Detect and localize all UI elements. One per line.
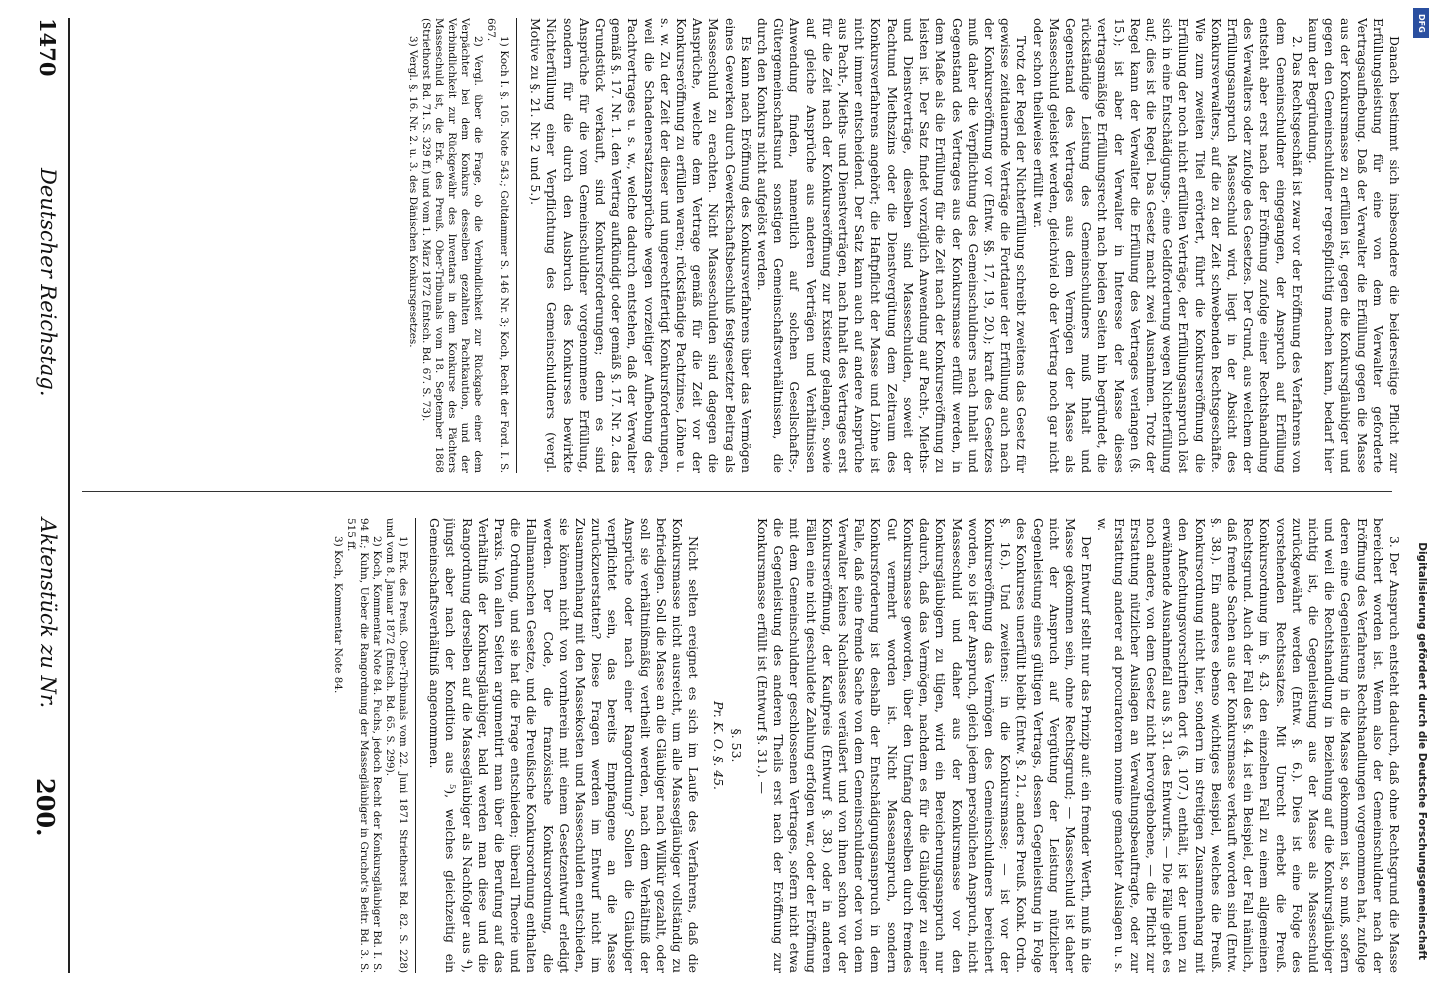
page-number: 1470 [35,18,60,77]
footnote: 3) Koch, Kommentar Note 84. [332,536,345,694]
paragraph: Trotz der Regel der Nichterfüllung schreibt zweitens das Gesetz für gewisse zeitdauernde Verträge die Fortdauer der Erfüllung auch nach der Konkurseröffnung vor (Entw. §§. 17, 19, 20.); kraft des Gesetzes muß daher die Verpflichtung des Gemeinschuldners nach Inhalt und Gegenstand des Vertrages aus der Konkursmasse erfüllt werden, in dem Maße als die Erfüllung für die Zeit nach der Konkurseröffnung zu leisten ist. Der Satz findet vorzüglich Anwendung auf Pacht-, Mieths- und Dienstverträge, dieselben sind Masseschulden, soweit der Pachtund Miethszins oder die Dienstvergütung dem Zeitraum des Konkursverfahrens angehört; die Haftpflicht der Masse und Löhne ist nicht immer entscheidend. Der Satz kann auch auf andere Ansprüche aus Pacht-, Mieths- und Dienstverträgen, nach Inhalt des Vertrages erst für die Zeit nach der Konkurseröffnung zur Existenz gelangen, sowie auf gleiche Ansprüche aus anderen Verträgen und Verhältnissen Anwendung finden, namentlich auf solchen Gesellschafts-, Gütergemeinschaftsund sonstigen Gemeinschaftsverhältnissen, die durch den Konkurs nicht aufgelöst werden. [755,18,1030,473]
digitization-note [1411,0,1432,1000]
section-heading: §. 53. [728,728,744,763]
footnote: 3) Vergl. §. 16. Nr. 2. u. 3. des Dänischen Konkursgesetzes. [407,36,420,348]
section-subheading: Pr. K. O. §. 45. [710,701,726,790]
paragraph: Der Entwurf stellt nur das Prinzip auf: ein fremder Werth, muß in die Masse gekommen sein, ohne Rechtsgrund; — Masseschuld ist daher nicht der Anspruch auf Vergütung der Leistung nützlicher Gegenleistung eines gültigen Vertrags, dessen Gegenleistung in Folge des Konkurses unerfüllt bleibt (Entw. §. 21., anders Preuß. Konk. Ordn. §. 16.). Und zweitens: in die Konkursmasse; — ist vor der Konkurseröffnung das Vermögen des Gemeinschuldners bereichert worden, so ist der Anspruch, gleich jedem persönlichen Anspruch, nicht Masseschuld und daher aus der Konkursmasse vor den Konkursgläubigern zu tilgen, wird ein Bereicherungsanspruch nur dadurch, daß das Vermögen, nachdem es für die Gläubiger zu einer Konkursmasse geworden, über den Umfang derselben durch fremdes Gut vermehrt worden ist. Nicht Masseanspruch, sondern Konkursforderung ist deshalb der Entschädigungsanspruch in dem Falle, daß eine fremde Sache von dem Gemeinschuldner oder von dem Verwalter keines Nachlasses veräußert und von ihnen schon vor der Konkurseröffnung, der Kaufpreis (Entwurf §. 38.) oder in anderen Fällen eine nicht geschuldete Zahlung erfolgen war, oder der Eröffnung mit dem Gemeinschuldner geschlossenen Vertrages, sofern nicht etwa die Gegenleistung des anderen Theils erst nach der Eröffnung zur Konkursmasse erfüllt ist (Entwurf §. 31.). — [755,518,1095,973]
header-rule [68,18,70,973]
header-title-left: Deutscher Reichstag. [36,168,60,397]
paragraph: 3. Der Anspruch entsteht dadurch, daß ohne Rechtsgrund die Masse bereichert worden ist. Wenn also der Gemeinschuldner nach der Eröffnung des Verfahrens Rechtshandlungen vorgenommen hat, zufolge deren eine Gegenleistung in die Masse gekommen ist, so muß, sofern und weil die Rechtshandlung in Beziehung auf die Konkursgläubiger nichtig ist, die Gegenleistung aus der Masse als Masseschuld zurückgewährt werden (Entw. §. 6.). Dies ist eine Folge des vorstehenden Rechtssatzes. Mit Unrecht erhebt die Preuß. Konkursordnung im §. 43. den einzelnen Fall zu einem allgemeinen Rechtsgrund. Auch der Fall des §. 44. ist ein Beispiel, der Fall nämlich, daß fremde Sachen aus der Konkursmasse verkauft worden sind (Entw. §. 38.). Ein anderes ebenso wichtiges Beispiel, welches die Preuß. Konkursordnung nicht hier, sondern im streitigen Zusammenhang mit den Anfechtungsvorschriften dort (§. 107.) enthält, ist der unten zu erwähnende Ausnahmefall aus §. 31. des Entwurfs. — Die Fälle giebt es noch andere, von dem Gesetz nicht hervorgehobene, — die Pflicht zur Erstattung nützlicher Auslagen an Verwaltungsbeauftragte, oder zur Erstattung anderer ad procuratorem nomine gemachter Auslagen u. s. w. [1095,518,1402,973]
left-text-column [70,18,1402,473]
running-header [24,18,64,973]
paragraph: 2. Das Rechtsgeschäft ist zwar vor der Eröffnung des Verfahrens von dem Gemeinschuldner eingegangen, der Anspruch auf Erfüllung entsteht aber erst nach der Eröffnung zufolge einer Rechtshandlung des Verwalters oder zufolge des Gesetzes. Der Grund, aus welchem der Erfüllungsanspruch Masseschuld wird, liegt in der Absicht des Konkursverwalters, auf die zu der Zeit schwebenden Rechtsgeschäfte. Wie zum zweiten Titel erörtert, führt die Konkurseröffnung die Erfüllung der noch nicht erfüllten Verträge, der Erfüllungsanspruch löst sich in eine Entschädigungs-, eine Geldforderung wegen Nichterfüllung auf; dies ist die Regel. Das Gesetz macht zwei Ausnahmen. Trotz der Regel kann der Verwalter die Erfüllung des Vertrages verlangen (§. 15.); ist aber der Verwalter in Interesse der Masse dieses vertragsmäßige Erfüllungsrecht nach beiden Seiten hin begründet, die rückständige Leistung des Gemeinschuldners muß Inhalt und Gegenstand des Vertrages aus dem Vermögen der Masse als Masseschuld geleistet werden, gleichviel ob der Vertrag noch gar nicht oder schon theilweise erfüllt war. [1030,18,1305,473]
right-text-column [70,518,1402,973]
footnote: 1) Erk. des Preuß. Ober-Tribunals vom 22. Juni 1871 Striethorst Bd. 82. S. 228) und vom 8. Januar 1872 (Entsch. Bd. 65. S. 299). [384,518,410,973]
digitization-credit: Digitalisierung gefördert durch die Deutsche Forschungsgemeinschaft [1416,542,1428,960]
footnote-divider [415,518,416,973]
footnote-divider [516,18,517,473]
dfg-logo-icon: DFG [1413,8,1429,38]
footnote: 2) Koch, Kommentar Note 84. Fuchs, jedoch Recht der Konkursgläubiger Bd. I. S. 94 ff.; Kuhn, Ueber die Rangordnung der Massegläubiger in Gruchot's Beitr. Bd. 3. S. 515 ff. [345,518,384,973]
footnote: 2) Vergl. über die Frage, ob die Verbindlichkeit zur Rückgabe einer dem Verpächter bei dem Konkurs desselben gezahlten Pachtkaution, und der Verbindlichkeit zur Rückgewähr des Inventars in dem Konkurse des Pächters Masseschuld ist, die Erk. des Preuß. Ober-Tribunals vom 18. September 1868 (Striethorst Bd. 71. S. 329 ff.) und vom 1. März 1872 (Entsch. Bd. 67. S. 73). [420,18,485,473]
column-divider [82,491,1392,492]
paragraph: Nicht selten ereignet es sich im Laufe des Verfahrens, daß die Konkursmasse nicht ausreicht, um alle Massegläubiger vollständig zu befriedigen. Soll die Masse an die Gläubiger nach Willkür gezahlt, oder soll sie verhältnißmäßig vertheilt werden, nach dem Verhältniß der Ansprüche oder nach einer Rangordnung? Sollen die Gläubiger verpflichtet sein, das bereits Empfangene an die Masse zurückzuerstatten? Diese Fragen werden im Entwurf nicht im Zusammenhang mit den Massekosten und Masseschulden entschieden, sie können nicht von vornherein mit einem Gesetzentwurf erledigt werden. Der Code, die französische Konkursordnung, die Hallmannschen Gesetze, und die Preußische Konkursordnung enthalten die Ordnung, und sie hat die Frage entschieden; überall Theorie und Praxis. Von allen Seiten argumentirt man über die Berufung auf das Verhältniß der Konkursgläubiger, bald werden man diese und die Rangordnung derselben auf die Massegläubiger als Nachfolger aus ⁴), jüngst aber nach der Kondition aus ⁵), welches gleichzeitig ein Gemeinschaftsverhältniß angenommen. [427,518,702,973]
footnote: 1) Koch I. §. 105. Note 543.; Goltdammer S. 146 Nr. 3; Koch, Recht der Ford. I. S. 667. [485,18,511,473]
header-title-right: Aktenstück zu Nr. [36,518,60,709]
paragraph: Danach bestimmt sich insbesondere die beiderseitige Pflicht zur Erfüllungsleistung für eine von dem Verwalter geforderte Vertragsaufhebung. Daß der Verwalter die Erfüllung gegen die Masse aus der Konkursmasse zu erfüllen ist, gegen die Konkursgläubiger und gegen den Gemeinschuldner regreßpflichtig machen kann, bedarf hier kaum der Begründung. [1305,18,1402,473]
paragraph: Es kann nach Eröffnung des Konkursverfahrens über das Vermögen eines Gewerken durch Gewerkschaftsbeschluß festgesetzter Beitrag als Masseschuld zu erachten. Nicht Masseschulden sind dagegen die Ansprüche, welche dem Vertrage gemäß für die Zeit vor der Konkurseröffnung zu erfüllen waren; rückständige Pachtzinse, Löhne u. s. w. Zu der Zeit der dieser und ungerechtfertigt Konkursforderungen, weil die Schadenersatzansprüche wegen vorzeitiger Aufhebung des Pachtvertrages u. s. w., welche dadurch entstehen, daß der Verwalter gemäß §. 17. Nr. 1. den Vertrag aufkündigt oder gemäß §. 17. Nr. 2. das Grundstück verkauft, sind Konkursforderungen; denn es sind Ansprüche für die vom Gemeinschuldner vorgenommene Erfüllung, sondern für die durch den Ausbruch des Konkurses bewirkte Nichterfüllung einer Verpflichtung des Gemeinschuldners (vergl. Motive zu §. 21. Nr. 2 und 5.). [528,18,754,473]
header-document-number: 200. [31,778,60,837]
